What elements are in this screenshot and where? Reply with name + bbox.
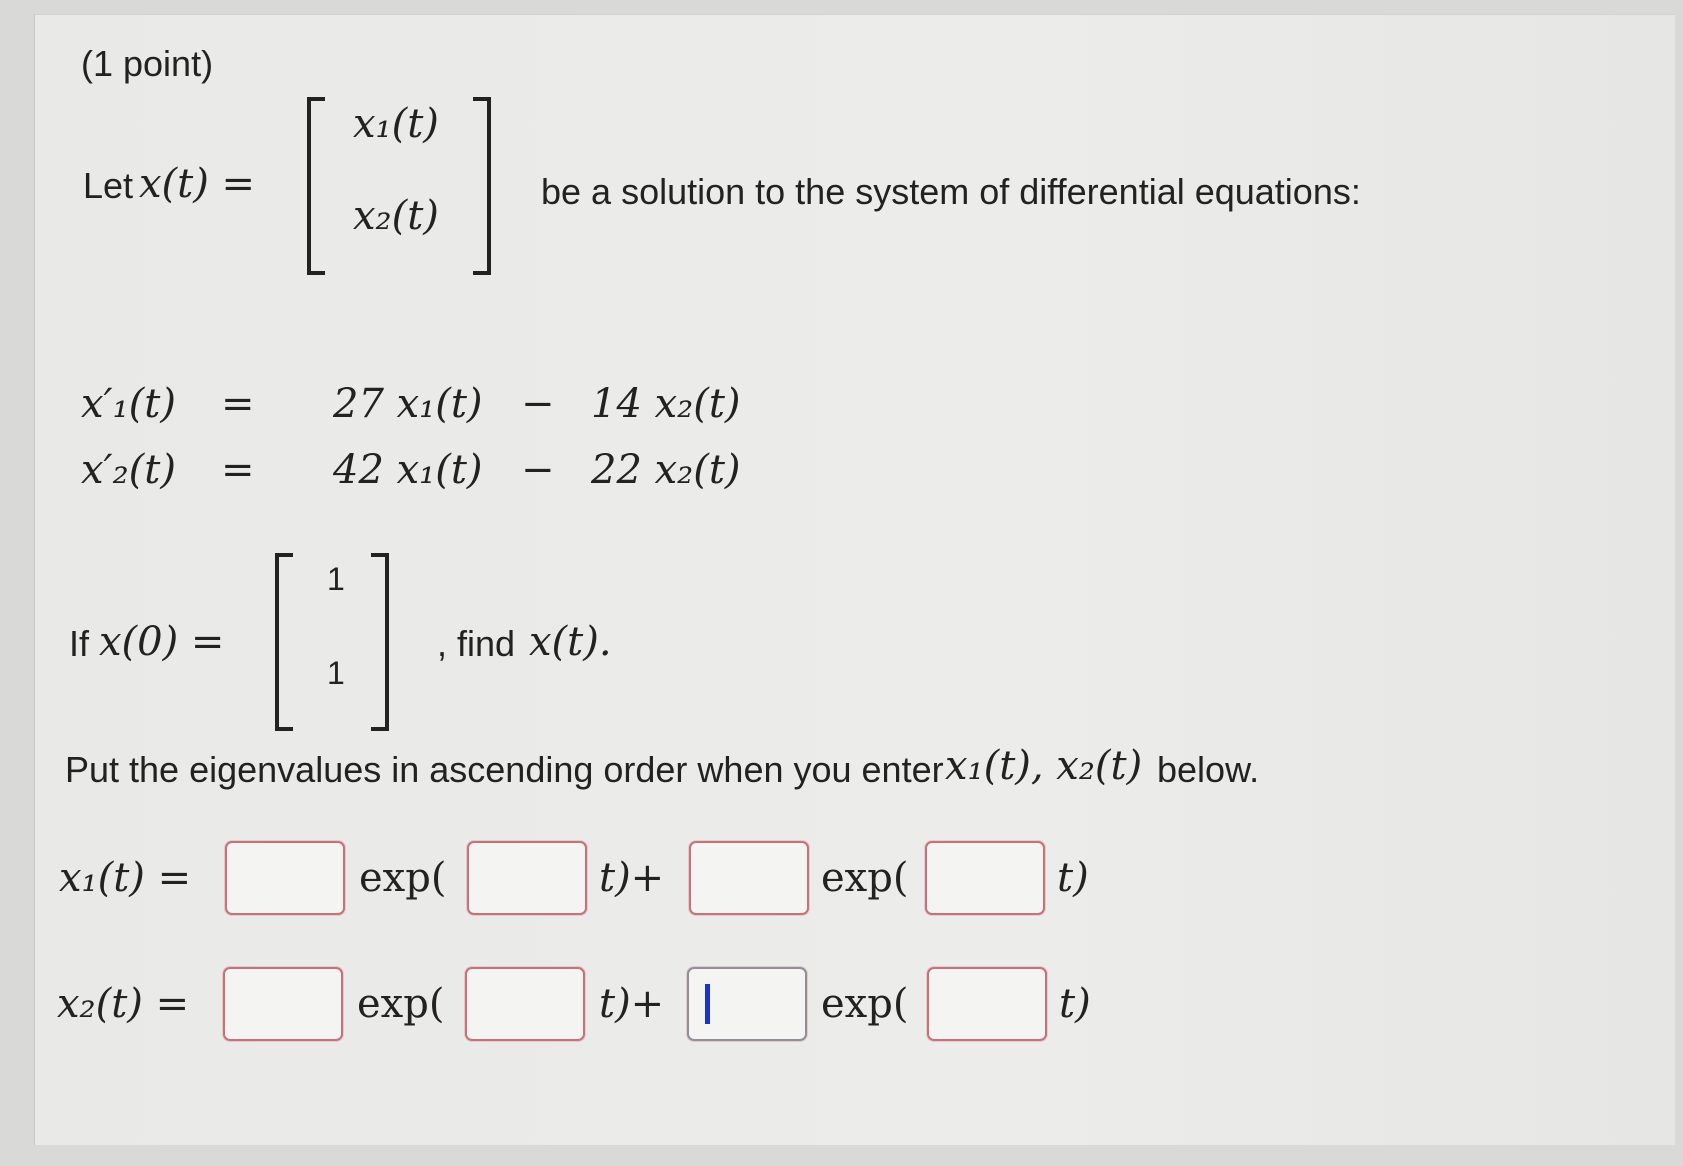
- initial-find-var: x(t).: [529, 619, 612, 665]
- x1-coefficient-1-input[interactable]: [225, 841, 345, 915]
- system-row1-eq: =: [221, 381, 255, 427]
- initial-find: , find: [437, 623, 516, 664]
- initial-left-bracket: [275, 553, 293, 731]
- initial-entry-top: 1: [327, 561, 345, 597]
- points-label: (1 point): [81, 43, 214, 84]
- text-cursor: [705, 984, 710, 1024]
- x2-end-text: t): [1059, 981, 1091, 1027]
- instruction-text: Put the eigenvalues in ascending order when you enter: [65, 749, 944, 790]
- system-row2-term2: 22 x₂(t): [591, 447, 741, 493]
- x1-exp-2-text: exp(: [821, 855, 909, 901]
- x2-answer-label: x₂(t) =: [57, 981, 190, 1027]
- x1-end-text: t): [1057, 855, 1089, 901]
- system-row2-term1: 42 x₁(t): [333, 447, 483, 493]
- x2-eigenvalue-1-input[interactable]: [465, 967, 585, 1041]
- vector-entry-x2: x₂(t): [353, 193, 439, 239]
- x1-coefficient-2-input[interactable]: [689, 841, 809, 915]
- x1-exp-1-text: exp(: [359, 855, 447, 901]
- intro-text: be a solution to the system of differential equations:: [541, 171, 1361, 212]
- system-row2-eq: =: [221, 447, 255, 493]
- x2-exp-1-text: exp(: [357, 981, 445, 1027]
- initial-entry-bottom: 1: [327, 655, 345, 691]
- system-row1-term2: 14 x₂(t): [591, 381, 741, 427]
- x2-coefficient-1-input[interactable]: [223, 967, 343, 1041]
- instruction-vars: x₁(t), x₂(t): [945, 743, 1143, 789]
- x1-answer-label: x₁(t) =: [59, 855, 192, 901]
- x2-exp-2-text: exp(: [821, 981, 909, 1027]
- x2-eigenvalue-2-input[interactable]: [927, 967, 1047, 1041]
- vector-right-bracket: [473, 97, 491, 275]
- instruction-end: below.: [1157, 749, 1260, 790]
- problem-panel: [34, 14, 1675, 1145]
- x2-mid-text: t)+: [599, 981, 665, 1027]
- x1-eigenvalue-2-input[interactable]: [925, 841, 1045, 915]
- x1-eigenvalue-1-input[interactable]: [467, 841, 587, 915]
- system-row1-op: −: [521, 381, 555, 427]
- x1-mid-text: t)+: [599, 855, 665, 901]
- vector-entry-x1: x₁(t): [353, 101, 439, 147]
- system-row1-term1: 27 x₁(t): [333, 381, 483, 427]
- initial-right-bracket: [371, 553, 389, 731]
- system-row2-lhs: x′₂(t): [81, 447, 176, 493]
- system-row1-lhs: x′₁(t): [81, 381, 176, 427]
- intro-lhs: x(t) =: [139, 161, 256, 207]
- initial-lhs: x(0) =: [99, 619, 225, 665]
- vector-left-bracket: [307, 97, 325, 275]
- initial-if: If: [69, 623, 90, 664]
- system-row2-op: −: [521, 447, 555, 493]
- intro-let: Let: [83, 165, 134, 206]
